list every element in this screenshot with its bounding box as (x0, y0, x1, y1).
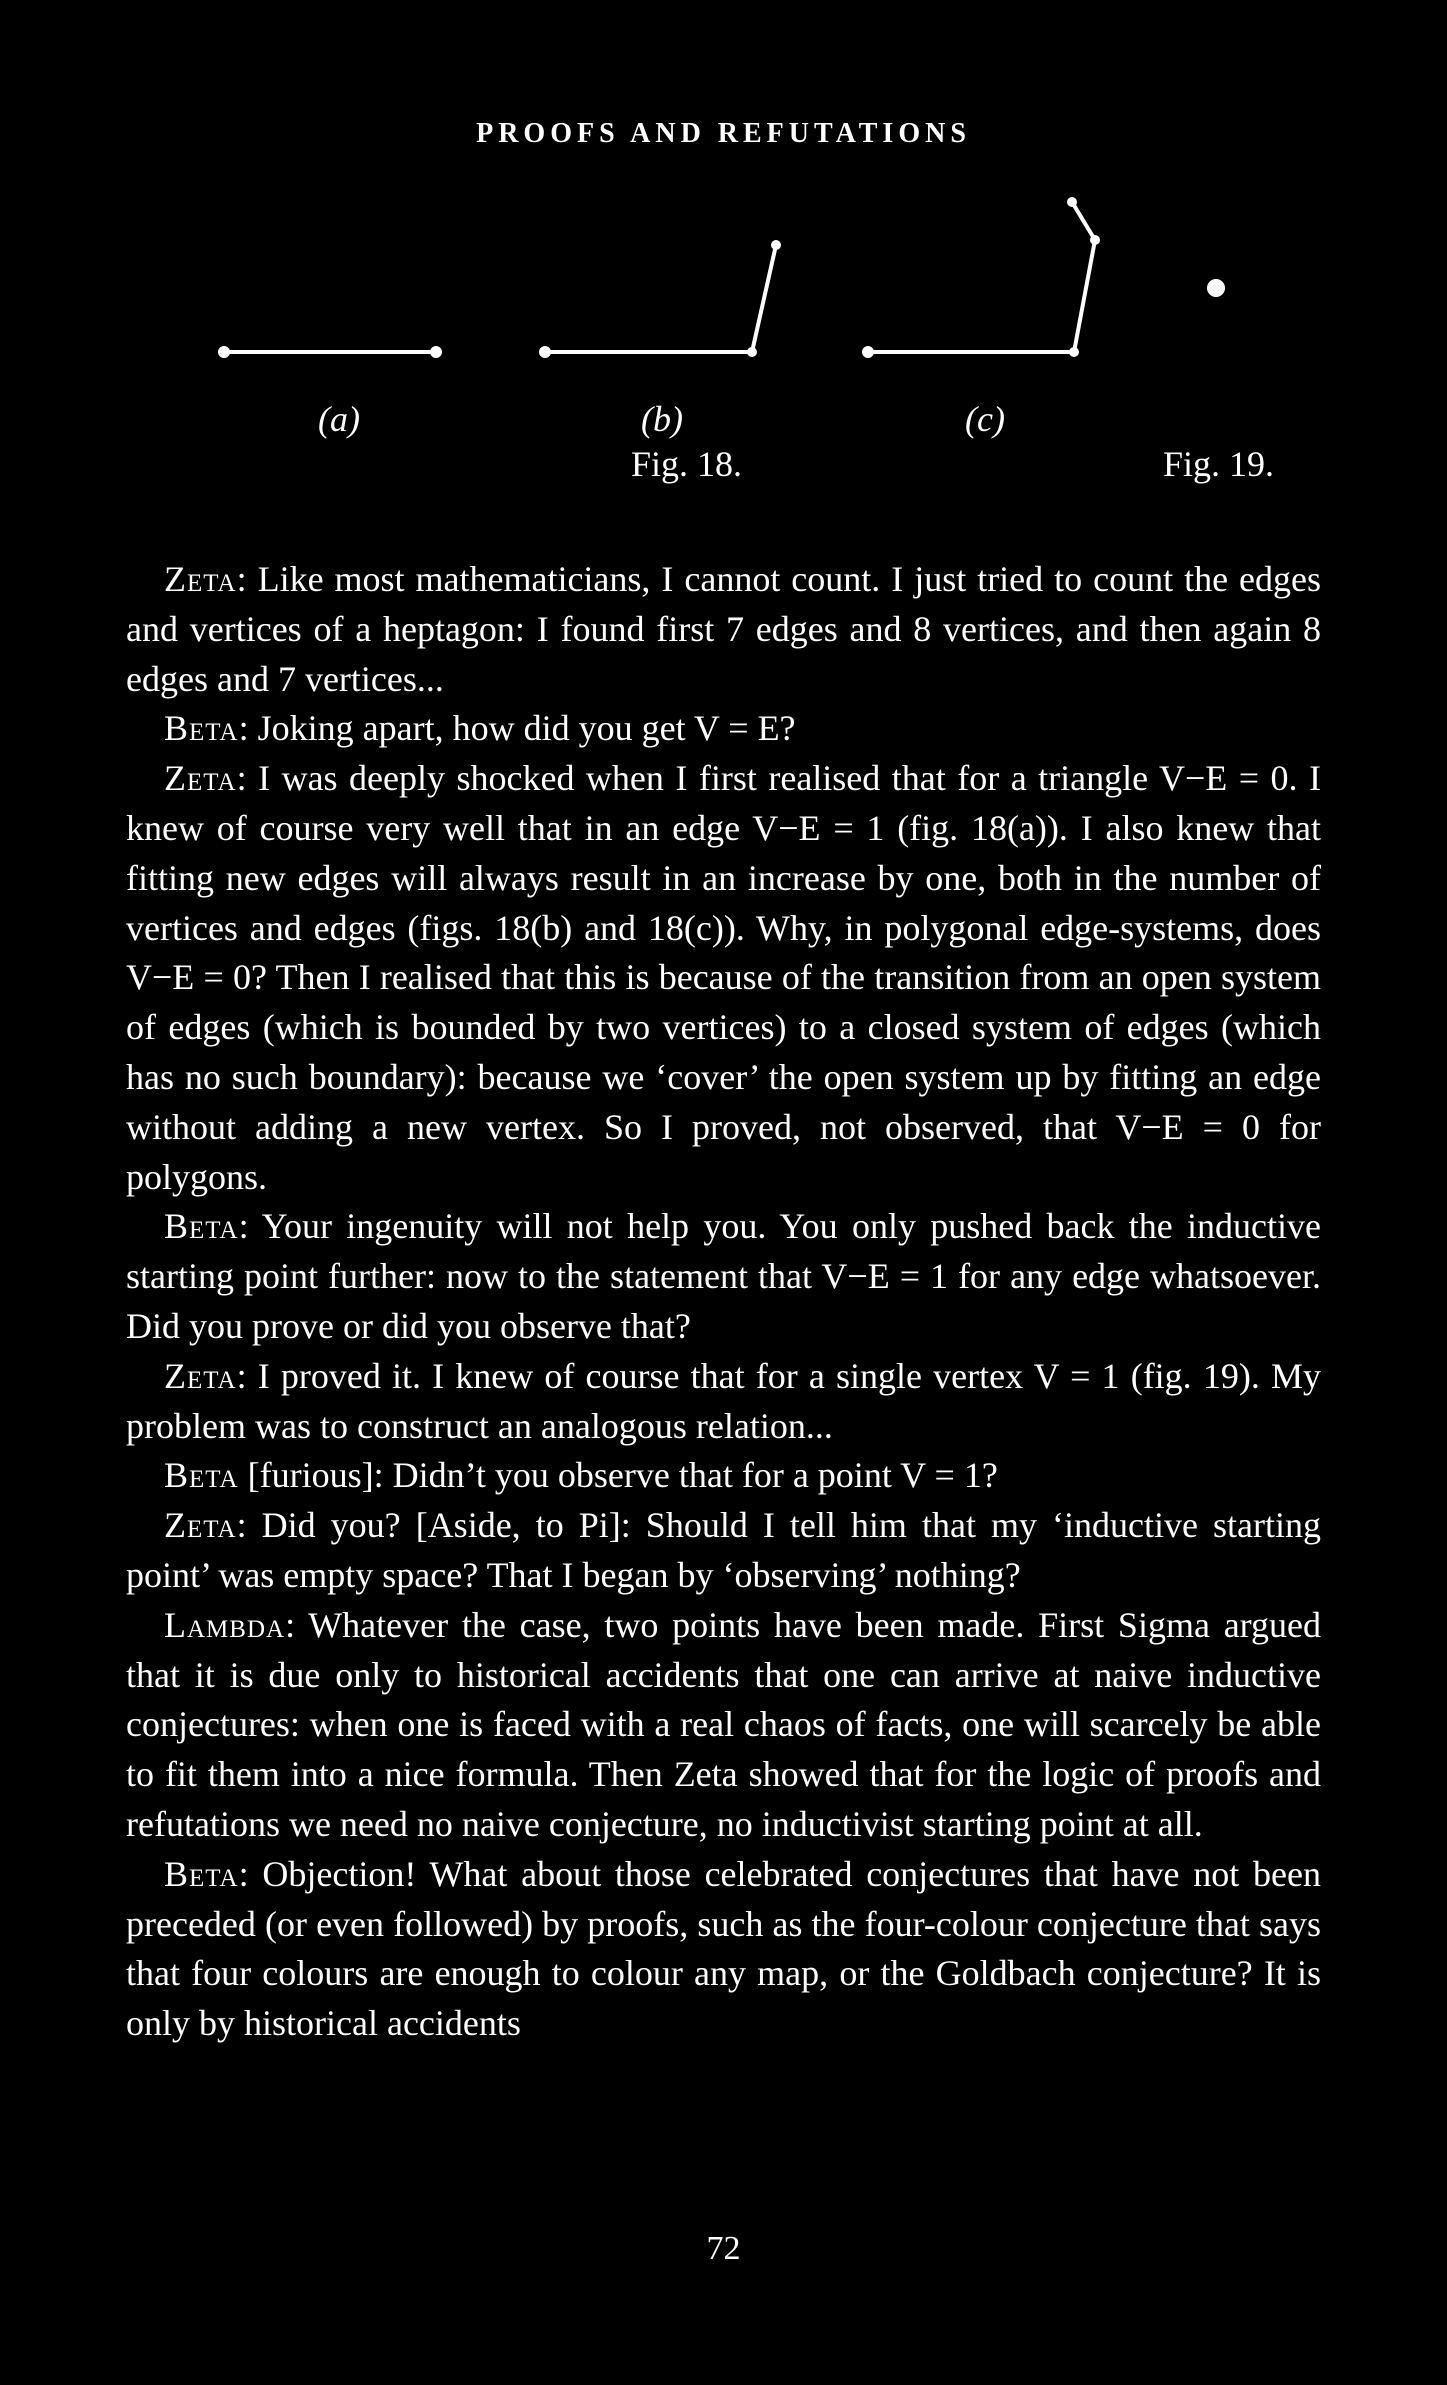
fig18a-vertex-right (432, 348, 440, 356)
fig18c-edge-2 (1074, 240, 1095, 352)
speaker-name: Beta (164, 1455, 239, 1496)
paragraph-9 (126, 1850, 1321, 2049)
fig18c-edge-3 (1072, 202, 1095, 240)
fig18c-vertex-1 (864, 348, 872, 356)
paragraph-text: Did you? [Aside, to Pi]: Should I tell him that my ‘inductive starting point’ was empty space? That I began by ‘observing’ nothing? (126, 1505, 1321, 1595)
paragraph-4 (126, 1202, 1321, 1351)
speaker-separator: : (285, 1604, 309, 1645)
paragraph-text: I proved it. I knew of course that for a single vertex V = 1 (fig. 19). My problem was to construct an analogous relation... (126, 1355, 1321, 1446)
speaker-name: Zeta (164, 1355, 237, 1396)
speaker-name: Beta (164, 708, 239, 749)
speaker-separator: : (236, 1505, 262, 1546)
speaker-separator: : (236, 758, 259, 799)
paragraph-2 (126, 704, 1321, 754)
paragraph-6 (126, 1451, 1321, 1501)
fig18b-edge-2 (752, 245, 776, 352)
speaker-separator: : (238, 1853, 263, 1894)
paragraph-8 (126, 1601, 1321, 1850)
speaker-name: Zeta (164, 758, 237, 799)
running-head: PROOFS AND REFUTATIONS (476, 118, 971, 149)
speaker-name: Zeta (164, 1505, 237, 1546)
fig18b-vertex-3 (773, 242, 779, 248)
speaker-separator: : (236, 559, 258, 599)
paragraph-7 (126, 1501, 1321, 1601)
fig-18-caption: Fig. 18. (631, 444, 743, 484)
paragraph-text: Whatever the case, two points have been made. First Sigma argued that it is due only to historical accidents that one can arrive at naive inductive conjectures: when one is faced with a real chaos of facts, one will scarcely be able to fit them into a nice formula. Then Zeta showed that for the logic of proofs and refutations we need no naive conjecture, no inductivist starting point at all. (126, 1604, 1321, 1844)
figures-area (200, 185, 1300, 365)
paragraph-text: I was deeply shocked when I first realised that for a triangle V−E = 0. I knew of course very well that in an edge V−E = 1 (fig. 18(a)). I also knew that fitting new edges will always result in an increase by one, both in the number of vertices and edges (figs. 18(b) and 18(c)). Why, in polygonal edge-systems, does V−E = 0? Then I realised that this is because of the transition from an open system of edges (which is bounded by two vertices) to a closed system of edges (which has no such boundary): because we ‘cover’ the open system up by fitting an edge without adding a new vertex. So I proved, not observed, that V−E = 0 for polygons. (126, 758, 1321, 1197)
fig18c-vertex-3 (1092, 237, 1098, 243)
paragraph-5 (126, 1352, 1321, 1452)
speaker-name: Lambda (164, 1604, 286, 1645)
dialogue-body (126, 555, 1321, 2049)
fig18a-vertex-left (220, 348, 228, 356)
speaker-name: Beta (164, 1853, 239, 1894)
caption-a: (a) (318, 399, 360, 439)
paragraph-text: Your ingenuity will not help you. You only pushed back the inductive starting point further: now to the statement that V−E = 1 for any edge whatsoever. Did you prove or did you observe that? (126, 1206, 1321, 1346)
figure-drawings (200, 185, 1300, 365)
fig18b-vertex-1 (541, 348, 549, 356)
page-number: 72 (706, 2230, 741, 2267)
speaker-name: Zeta (164, 559, 237, 599)
caption-c: (c) (965, 399, 1005, 439)
paragraph-3 (126, 754, 1321, 1202)
fig18b-vertex-2 (749, 349, 755, 355)
paragraph-text: Objection! What about those celebrated conjectures that have not been preceded (or even followed) by proofs, such as the four-colour conjecture that says that four colours are enough to colour any map, or the Goldbach conjecture? It is only by historical accidents (126, 1853, 1321, 2044)
paragraph-text: Like most mathematicians, I cannot count. I just tried to count the edges and vertices of a heptagon: I found first 7 edges and 8 vertices, and then again 8 edges and 7 vertices... (126, 559, 1321, 699)
speaker-separator: : (238, 708, 258, 749)
caption-b: (b) (641, 399, 683, 439)
speaker-separator: : (236, 1355, 258, 1396)
fig-19-caption: Fig. 19. (1163, 444, 1275, 484)
speaker-separator: : (238, 1206, 262, 1247)
paragraph-1 (126, 555, 1321, 704)
paragraph-text: Didn’t you observe that for a point V = 1? (392, 1455, 998, 1496)
fig18c-vertex-2 (1071, 349, 1077, 355)
speaker-name: Beta (164, 1206, 239, 1247)
paragraph-text: Joking apart, how did you get V = E? (257, 708, 796, 749)
fig18c-vertex-4 (1069, 199, 1075, 205)
speaker-separator: [furious]: (238, 1455, 393, 1496)
fig19-vertex (1207, 279, 1225, 297)
